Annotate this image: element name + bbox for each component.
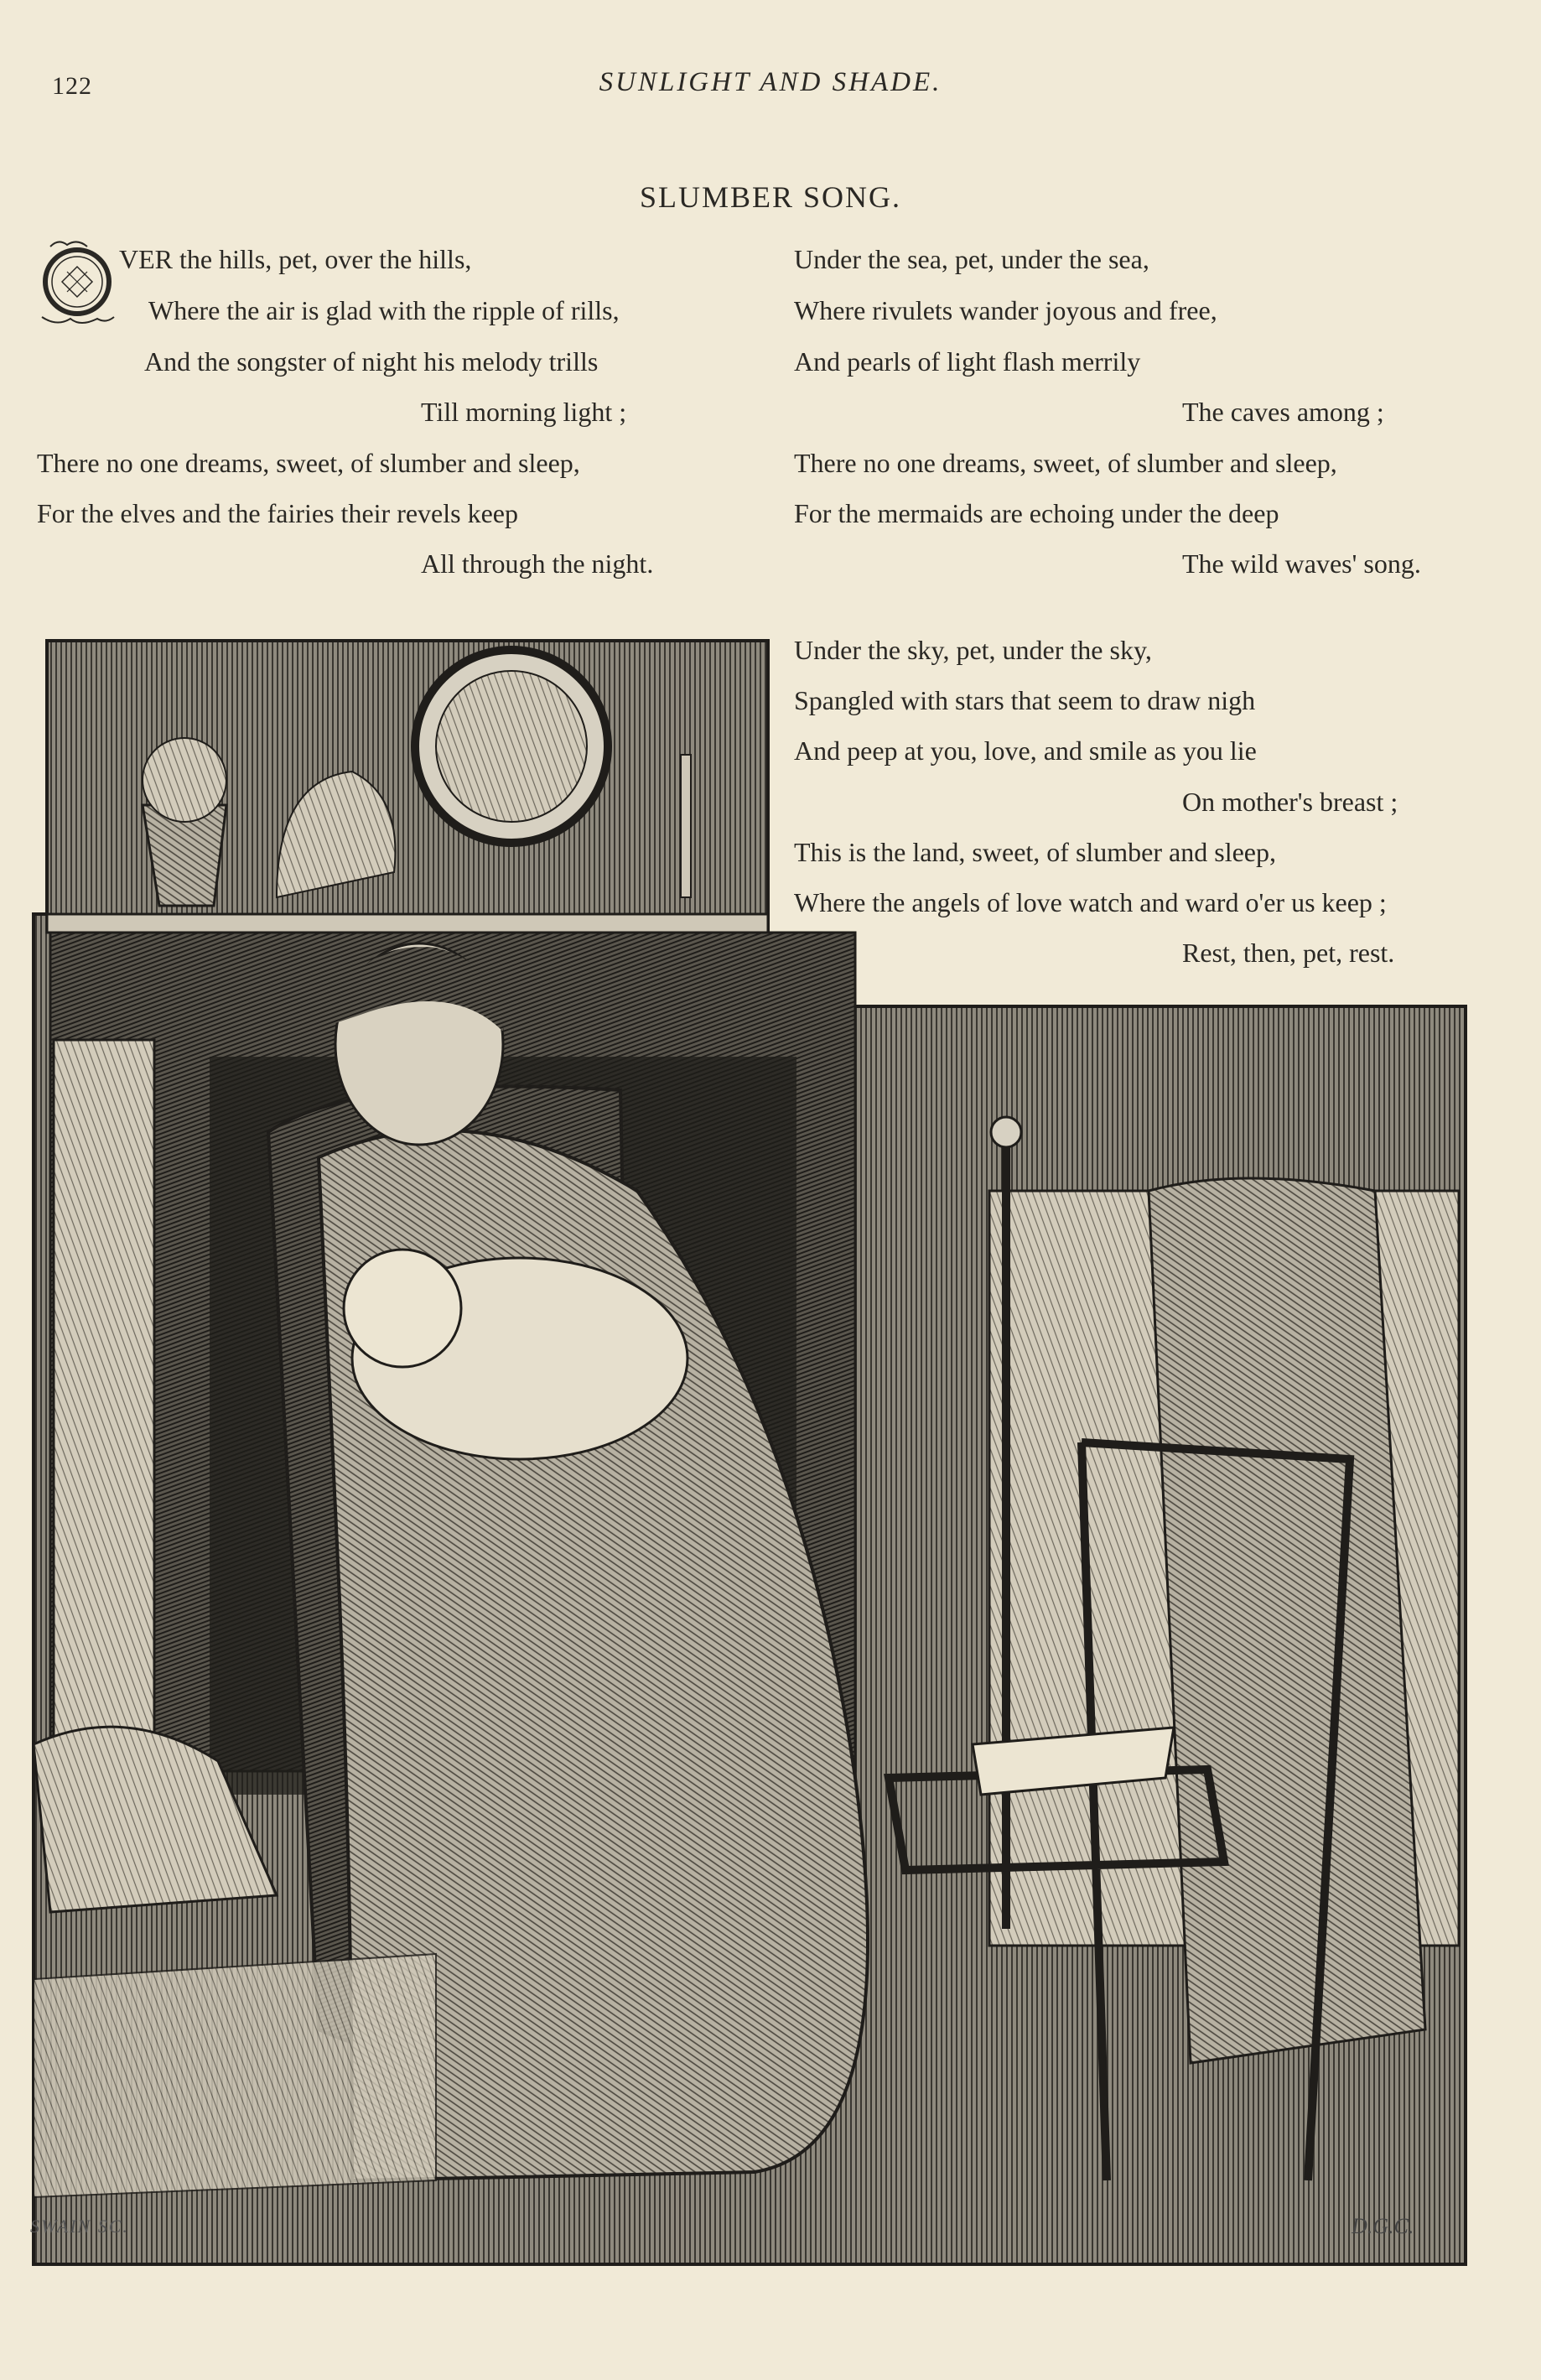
- candlestick: [681, 755, 691, 897]
- verse-line: All through the night.: [421, 548, 654, 579]
- baby-head: [344, 1250, 461, 1367]
- verse-line: And pearls of light flash merrily: [794, 346, 1141, 377]
- verse-line: The caves among ;: [1182, 397, 1384, 427]
- verse-line: There no one dreams, sweet, of slumber and sleep,: [37, 448, 580, 478]
- rug: [34, 1954, 436, 2197]
- verse-line: The wild waves' song.: [1182, 548, 1421, 579]
- verse-line: Where rivulets wander joyous and free,: [794, 295, 1217, 325]
- verse-line: For the elves and the fairies their revels keep: [37, 498, 518, 528]
- artist-monogram: D.G.C.: [1352, 2214, 1414, 2238]
- mantel-shelf: [47, 914, 768, 933]
- verse-line: Where the angels of love watch and ward o'er us keep ;: [794, 887, 1387, 917]
- verse-line: This is the land, sweet, of slumber and sleep,: [794, 837, 1276, 867]
- page-number: 122: [52, 72, 92, 100]
- verse-line: There no one dreams, sweet, of slumber and sleep,: [794, 448, 1337, 478]
- verse-line: Where the air is glad with the ripple of rills,: [148, 295, 620, 325]
- running-head: SUNLIGHT AND SHADE.: [599, 67, 942, 97]
- verse-line: Under the sky, pet, under the sky,: [794, 635, 1152, 665]
- poem-title: SLUMBER SONG.: [639, 180, 902, 214]
- verse-line: For the mermaids are echoing under the deep: [794, 498, 1279, 528]
- verse-line: And peep at you, love, and smile as you lie: [794, 735, 1257, 766]
- verse-line: Rest, then, pet, rest.: [1182, 938, 1395, 968]
- engraver-signature: SWAIN SC.: [30, 2216, 129, 2237]
- fireplace-pillar: [54, 1040, 154, 1761]
- verse-line: Spangled with stars that seem to draw nigh: [794, 685, 1256, 715]
- verse-line: Till morning light ;: [421, 397, 627, 427]
- verse-line: On mother's breast ;: [1182, 787, 1398, 817]
- verse-line: And the songster of night his melody trills: [144, 346, 599, 377]
- verse-line: Under the sea, pet, under the sea,: [794, 244, 1149, 274]
- verse-line: VER the hills, pet, over the hills,: [119, 244, 472, 274]
